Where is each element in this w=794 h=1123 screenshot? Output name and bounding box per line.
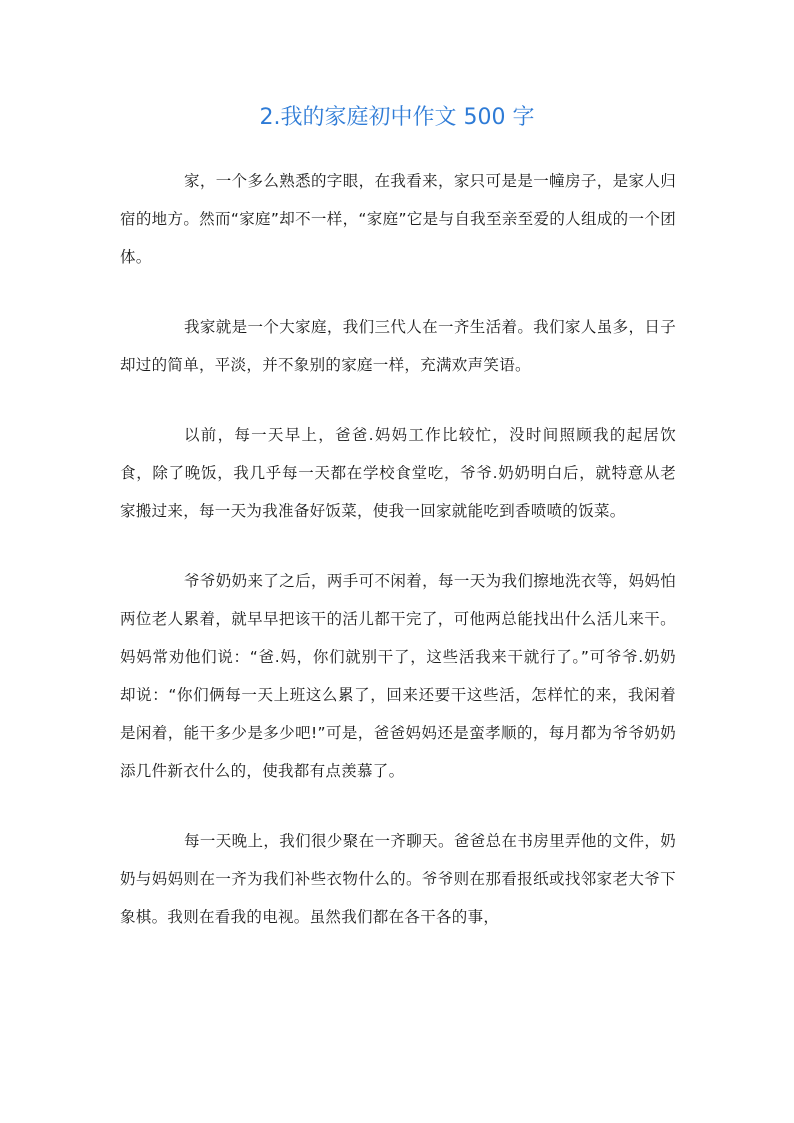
paragraph: 每一天晚上，我们很少聚在一齐聊天。爸爸总在书房里弄他的文件，奶奶与妈妈则在一齐为我们补些衣物什么的。爷爷则在那看报纸或找邻家老大爷下象棋。我则在看我的电视。虽然我们都在各干各的事， bbox=[120, 832, 676, 926]
paragraph: 以前，每一天早上，爸爸.妈妈工作比较忙，没时间照顾我的起居饮食，除了晚饭，我几乎每一天都在学校食堂吃，爷爷.奶奶明白后，就特意从老家搬过来，每一天为我准备好饭菜，使我一回家就能吃到香喷喷的饭菜。 bbox=[120, 426, 676, 520]
paragraph: 爷爷奶奶来了之后，两手可不闲着，每一天为我们擦地洗衣等，妈妈怕两位老人累着，就早早把该干的活儿都干完了，可他两总能找出什么活儿来干。妈妈常劝他们说：“爸.妈，你们就别干了，这些活我来干就行了。”可爷爷.奶奶却说：“你们俩每一天上班这么累了，回来还要干这些活，怎样忙的来，我闲着是闲着，能干多少是多少吧!”可是，爸爸妈妈还是蛮孝顺的，每月都为爷爷奶奶添几件新衣什么的，使我都有点羡慕了。 bbox=[120, 572, 676, 780]
paragraph: 我家就是一个大家庭，我们三代人在一齐生活着。我们家人虽多，日子却过的简单，平淡，并不象别的家庭一样，充满欢声笑语。 bbox=[120, 318, 676, 374]
document-title: 2.我的家庭初中作文 500 字 bbox=[259, 105, 535, 130]
document-body bbox=[120, 162, 676, 968]
paragraph: 家，一个多么熟悉的字眼，在我看来，家只可是是一幢房子，是家人归宿的地方。然而“家庭”却不一样，“家庭”它是与自我至亲至爱的人组成的一个团体。 bbox=[120, 172, 676, 266]
